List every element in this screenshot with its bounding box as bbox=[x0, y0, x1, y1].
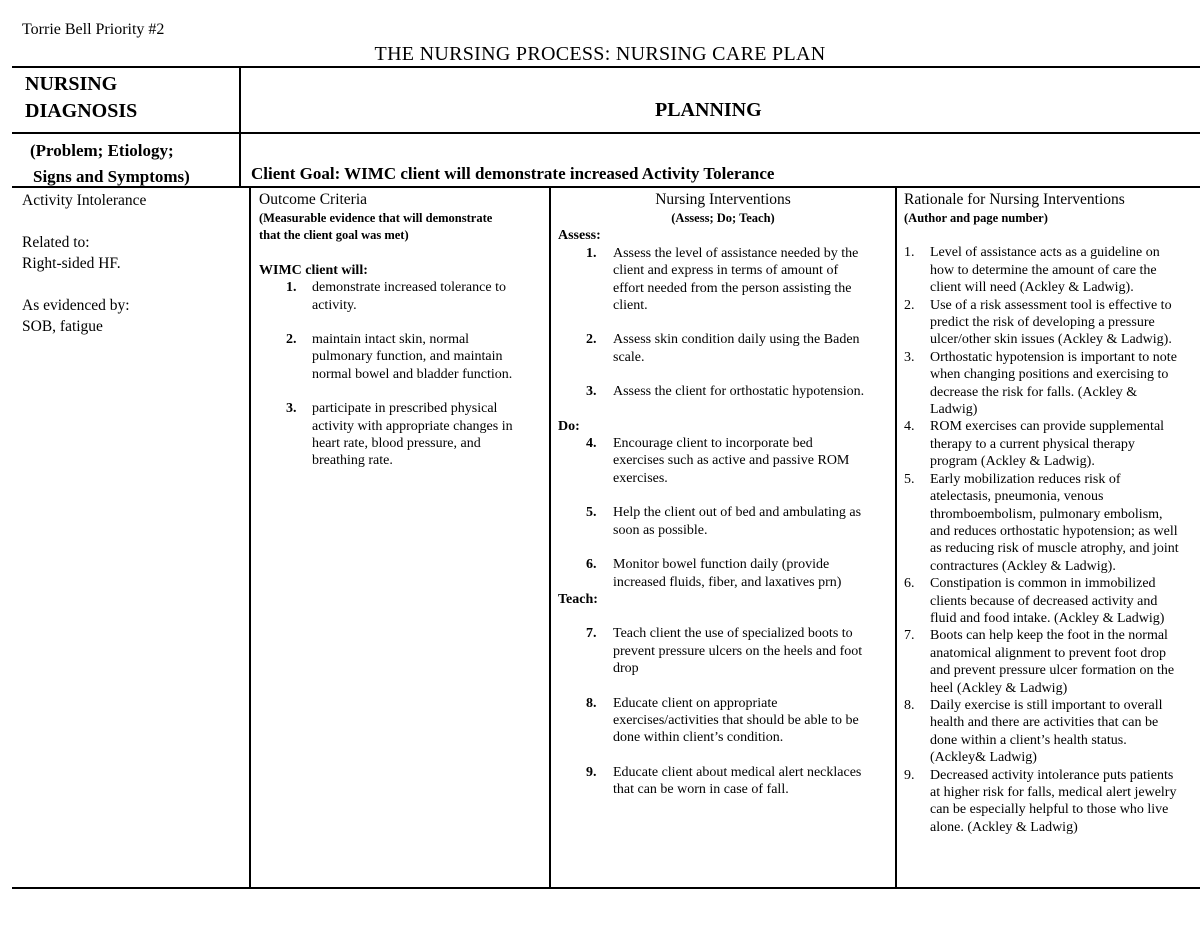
author-line: Torrie Bell Priority #2 bbox=[22, 21, 165, 38]
assess-label: Assess: bbox=[558, 228, 601, 244]
outcome-column bbox=[259, 190, 547, 470]
teach-label: Teach: bbox=[558, 591, 598, 607]
related-label: Related to: bbox=[22, 234, 90, 251]
list-item: 3. Assess the client for orthostatic hypotension. bbox=[586, 384, 865, 400]
list-item: 7. Teach client the use of specialized boots to prevent pressure ulcers on the heels and foot drop bbox=[586, 626, 863, 677]
evidence-value: SOB, fatigue bbox=[22, 318, 103, 335]
list-item: 5. Early mobilization reduces risk of atelectasis, pneumonia, venous thromboembolism, pulmonary embolism, and reduces orthostatic hypotension; as well as reducing risk of muscle atrophy, and joint contractures (Ackley & Ladwig). bbox=[904, 471, 1179, 574]
list-item: 2. maintain intact skin, normal pulmonary function, and maintain normal bowel and bladder function. bbox=[286, 332, 513, 382]
diagnosis-heading: NURSING DIAGNOSIS bbox=[25, 73, 138, 122]
interventions-do-list bbox=[558, 435, 893, 591]
client-goal: Client Goal: WIMC client will demonstrate increased Activity Tolerance bbox=[251, 164, 775, 183]
list-item: 4. Encourage client to incorporate bed exercises such as active and passive ROM exercises. bbox=[586, 436, 850, 486]
related-value: Right-sided HF. bbox=[22, 255, 121, 272]
interventions-teach-list bbox=[558, 625, 893, 798]
list-item: 5. Help the client out of bed and ambulating as soon as possible. bbox=[586, 505, 862, 538]
rationale-list bbox=[904, 244, 1200, 836]
list-item: 1. Level of assistance acts as a guideline on how to determine the amount of care the client will need (Ackley & Ladwig). bbox=[904, 245, 1160, 296]
list-item: 7. Boots can help keep the foot in the normal anatomical alignment to prevent foot drop and prevent pressure ulcer formation on the heel (Ackley & Ladwig) bbox=[904, 628, 1175, 696]
list-item: 2. Assess skin condition daily using the Baden scale. bbox=[586, 332, 860, 365]
outcome-subheading: (Measurable evidence that will demonstrate that the client goal was met) bbox=[259, 211, 493, 243]
list-item: 3. Orthostatic hypotension is important to note when changing positions and exercising to decrease the risk for falls. (Ackley & Ladwig) bbox=[904, 349, 1177, 418]
interventions-heading: Nursing Interventions bbox=[655, 191, 791, 208]
rationale-column bbox=[904, 190, 1200, 836]
interventions-subheading: (Assess; Do; Teach) bbox=[671, 211, 775, 225]
interventions-column bbox=[558, 190, 893, 799]
page-title: THE NURSING PROCESS: NURSING CARE PLAN bbox=[374, 43, 826, 65]
planning-heading: PLANNING bbox=[655, 99, 762, 121]
evidence-label: As evidenced by: bbox=[22, 297, 130, 314]
list-item: 9. Educate client about medical alert necklaces that can be worn in case of fall. bbox=[586, 764, 862, 798]
outcome-heading: Outcome Criteria bbox=[259, 191, 368, 208]
diagnosis-problem: Activity Intolerance bbox=[22, 192, 147, 209]
list-item: 6. Monitor bowel function daily (provide increased fluids, fiber, and laxatives prn) bbox=[586, 557, 842, 590]
rationale-heading: Rationale for Nursing Interventions bbox=[904, 191, 1125, 208]
outcome-list bbox=[259, 279, 547, 470]
diagnosis-subheading: (Problem; Etiology; Signs and Symptoms) bbox=[30, 141, 190, 186]
list-item: 1. Assess the level of assistance needed by the client and express in terms of amount of effort needed from the person assisting the client. bbox=[586, 245, 859, 314]
list-item: 6. Constipation is common in immobilized clients because of decreased activity and fluid and food intake. (Ackley & Ladwig) bbox=[904, 576, 1165, 626]
do-label: Do: bbox=[558, 418, 580, 434]
list-item: 8. Daily exercise is still important to overall health and there are activities that can be done within a client’s health status. (Ackley& Ladwig) bbox=[904, 697, 1163, 766]
list-item: 2. Use of a risk assessment tool is effective to predict the risk of developing a pressure ulcer/other skin issues (Ackley & Ladwig). bbox=[904, 297, 1172, 348]
list-item: 3. participate in prescribed physical activity with appropriate changes in heart rate, blood pressure, and breathing rate. bbox=[286, 401, 513, 469]
interventions-assess-list bbox=[558, 245, 893, 401]
list-item: 1. demonstrate increased tolerance to activity. bbox=[286, 280, 506, 313]
list-item: 9. Decreased activity intolerance puts patients at higher risk for falls, medical alert jewelry can be especially helpful to those who live alone. (Ackley & Ladwig) bbox=[904, 767, 1177, 835]
rationale-subheading: (Author and page number) bbox=[904, 211, 1048, 225]
list-item: 4. ROM exercises can provide supplemental therapy to a current physical therapy program (Ackley & Ladwig). bbox=[904, 419, 1165, 470]
outcome-lead: WIMC client will: bbox=[259, 262, 368, 278]
list-item: 8. Educate client on appropriate exercises/activities that should be able to be done within client’s condition. bbox=[586, 695, 859, 746]
diagnosis-column bbox=[22, 190, 146, 337]
